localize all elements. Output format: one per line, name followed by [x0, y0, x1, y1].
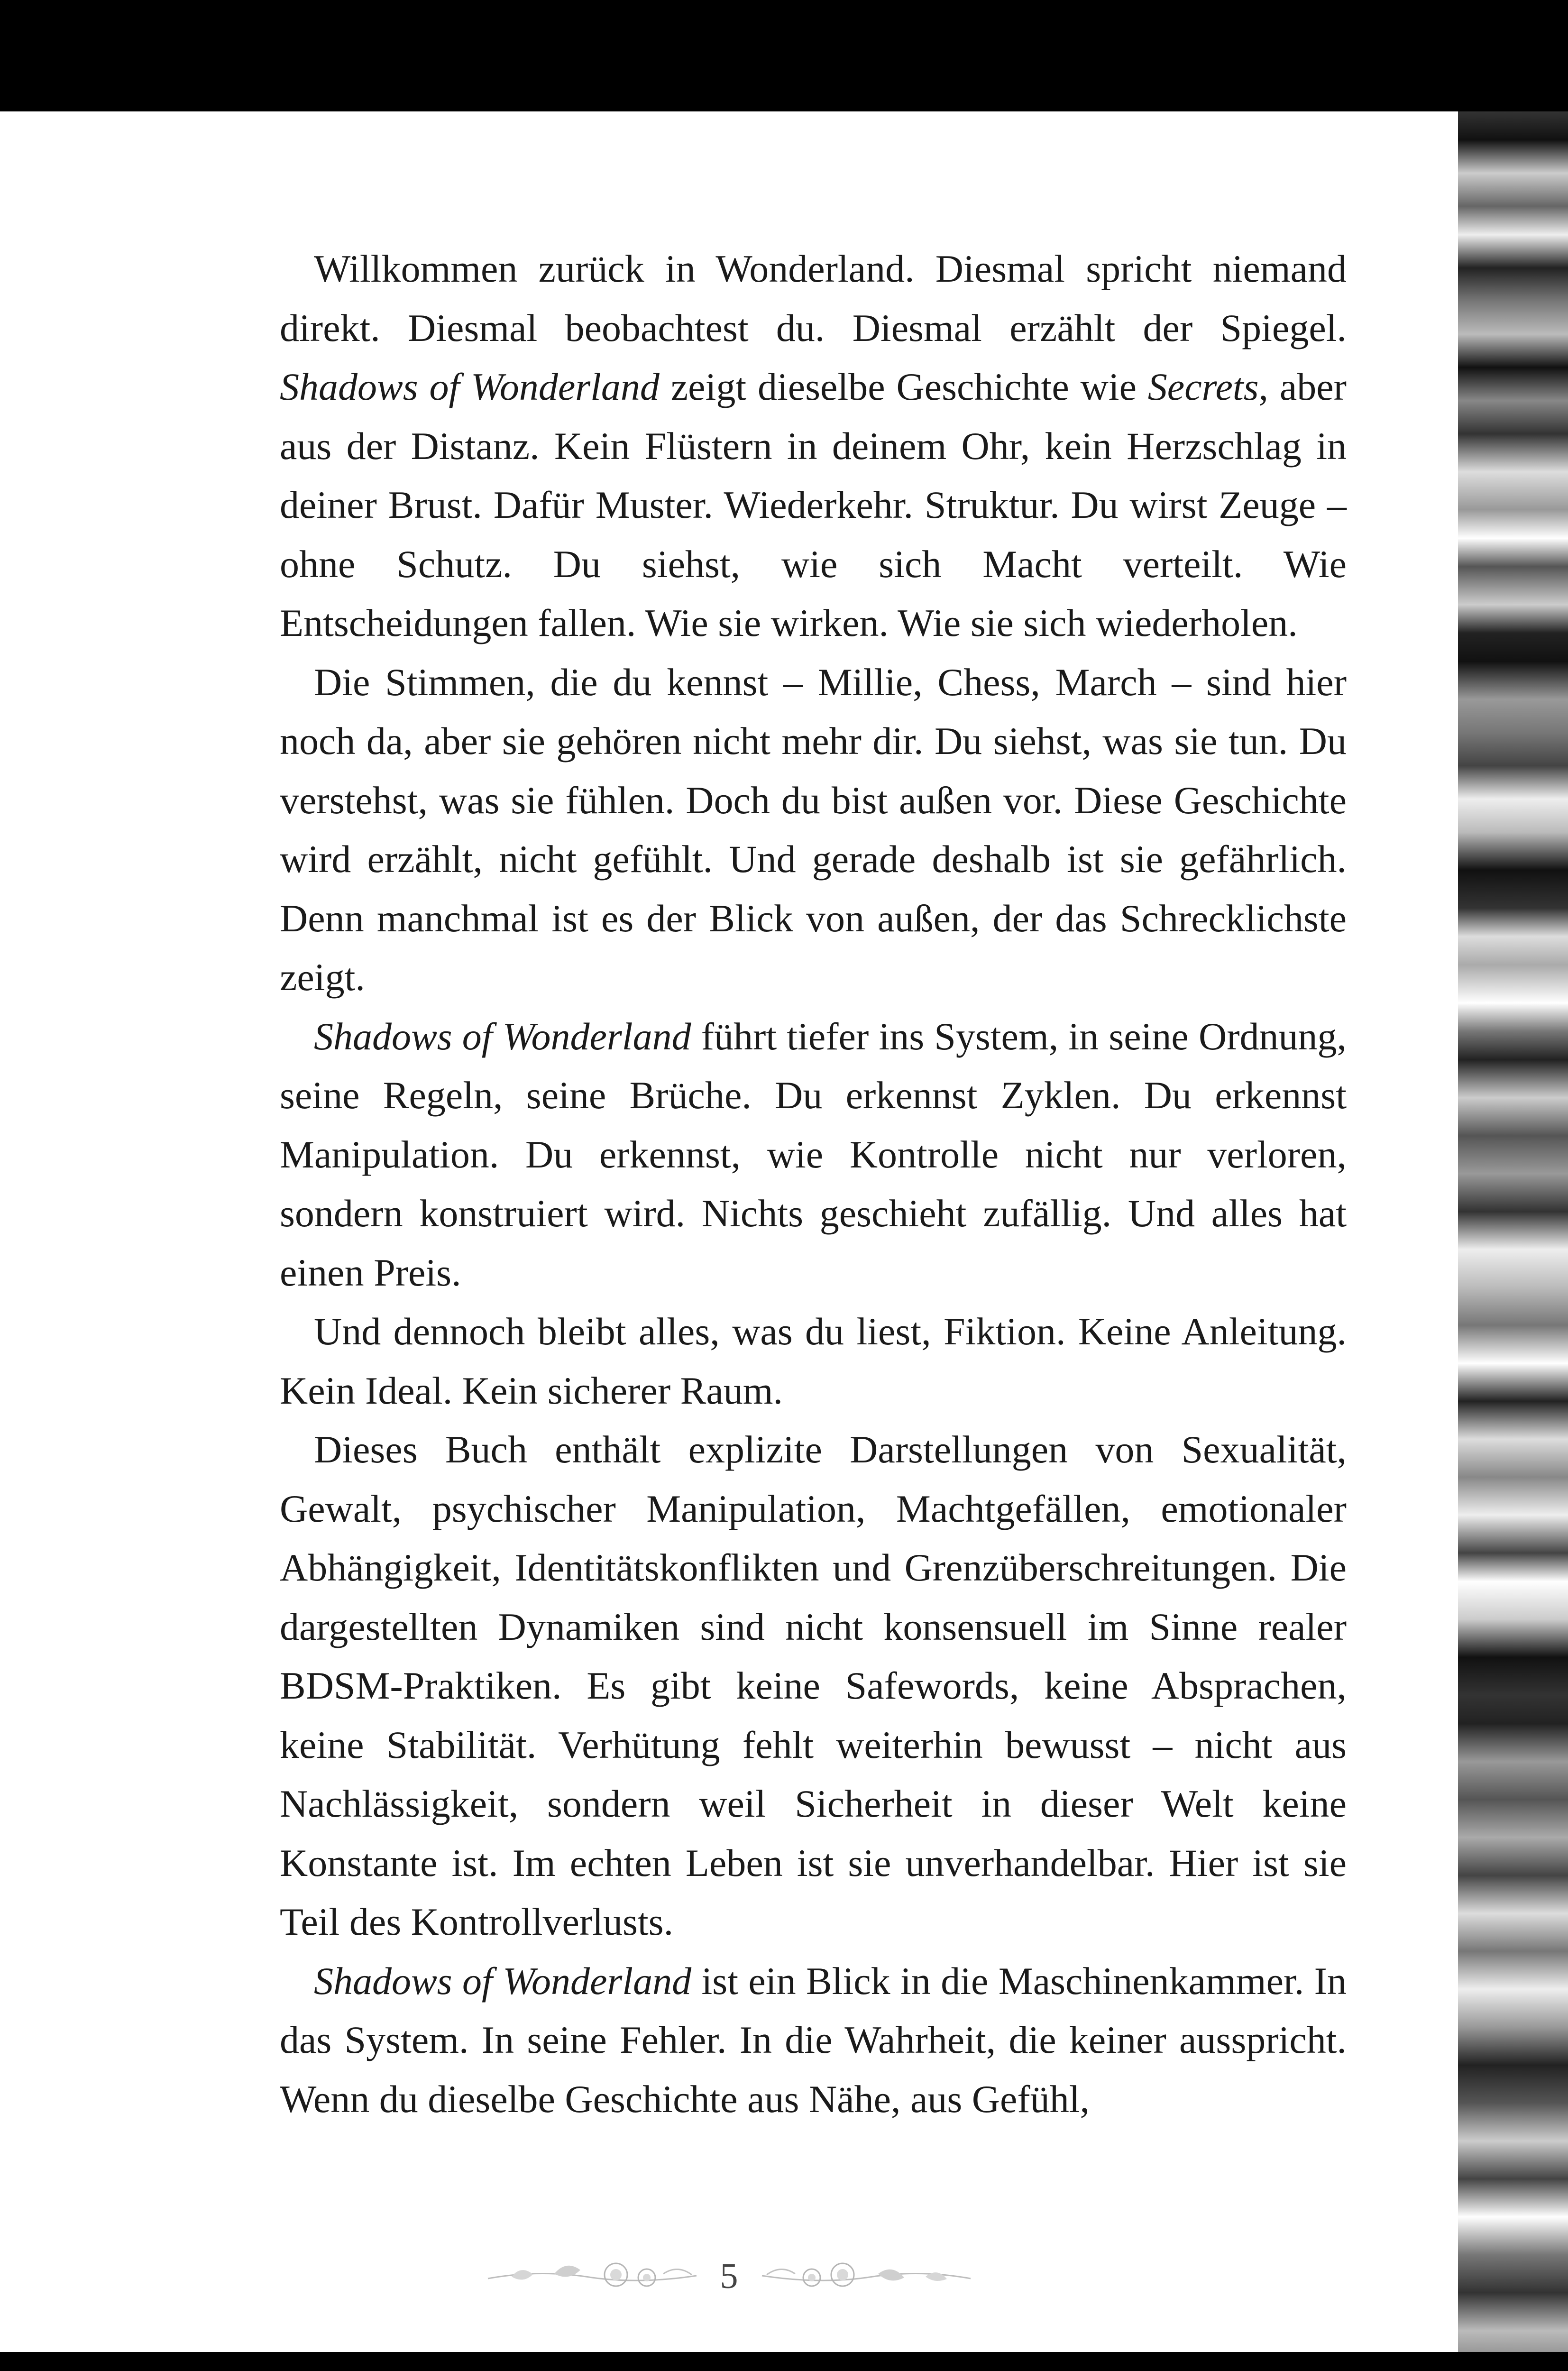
text-run: , aber aus der Distanz. Kein Flüstern in deinem Ohr, kein Herzschlag in deiner Brust. Dafür Muster. Wiederkehr. Struktur. Du wirst Zeuge – ohne Schutz. Du siehst, wie sich Macht verteilt. Wie Entscheidungen fallen. Wie sie wirken. Wie sie sich wiederholen. — [280, 365, 1347, 644]
page-number: 5 — [720, 2256, 738, 2296]
text-run: Und dennoch bleibt alles, was du liest, Fiktion. Keine Anleitung. Kein Ideal. Kein sicherer Raum. — [280, 1310, 1347, 1412]
text-run: ist ein Blick in die Maschinenkammer. In das System. In seine Fehler. In die Wahrheit, die keiner ausspricht. Wenn du dieselbe Geschichte aus Nähe, aus Gefühl, — [280, 1959, 1347, 2121]
top-black-bar — [0, 0, 1568, 111]
body-text — [280, 239, 1347, 2129]
bottom-black-bar — [0, 2352, 1568, 2371]
italic-title: Secrets — [1147, 365, 1259, 408]
text-run: Willkommen zurück in Wonderland. Diesmal spricht niemand direkt. Diesmal beobachtest du. Diesmal erzählt der Spiegel. — [280, 247, 1347, 349]
paragraph — [280, 1952, 1347, 2129]
italic-title: Shadows of Wonderland — [314, 1959, 692, 2003]
italic-title: Shadows of Wonderland — [314, 1014, 691, 1058]
floral-ornament-left-icon — [483, 2255, 701, 2297]
page-edge-strip — [1458, 111, 1568, 2352]
text-run: zeigt dieselbe Geschichte wie — [659, 365, 1148, 408]
paragraph — [280, 1007, 1347, 1303]
paragraph — [280, 1302, 1347, 1420]
text-run: führt tiefer ins System, in seine Ordnung, seine Regeln, seine Brüche. Du erkennst Zyklen. Du erkennst Manipulation. Du erkennst, wie Kontrolle nicht nur verloren, sondern konstruiert wird. Nichts geschieht zufällig. Und alles hat einen Preis. — [280, 1014, 1347, 1294]
page-footer — [0, 2248, 1458, 2305]
paragraph — [280, 653, 1347, 1007]
text-run: Dieses Buch enthält explizite Darstellungen von Sexualität, Gewalt, psychischer Manipulation, Machtgefällen, emotionaler Abhängigkeit, Identitätskonflikten und Grenzüberschreitungen. Die dargestellten Dynamiken sind nicht konsensuell im Sinne realer BDSM-Praktiken. Es gibt keine Safewords, keine Absprachen, keine Stabilität. Verhütung fehlt weiterhin bewusst – nicht aus Nachlässigkeit, sondern weil Sicherheit in dieser Welt keine Konstante ist. Im echten Leben ist sie unverhandelbar. Hier ist sie Teil des Kontrollverlusts. — [280, 1428, 1347, 1943]
italic-title: Shadows of Wonderland — [280, 365, 660, 408]
paragraph — [280, 1420, 1347, 1952]
text-run: Die Stimmen, die du kennst – Millie, Chess, March – sind hier noch da, aber sie gehören nicht mehr dir. Du siehst, was sie tun. Du verstehst, was sie fühlen. Doch du bist außen vor. Diese Geschichte wird erzählt, nicht gefühlt. Und gerade deshalb ist sie gefährlich. Denn manchmal ist es der Blick von außen, der das Schrecklichste zeigt. — [280, 660, 1347, 999]
floral-ornament-right-icon — [757, 2255, 975, 2297]
paragraph — [280, 239, 1347, 653]
